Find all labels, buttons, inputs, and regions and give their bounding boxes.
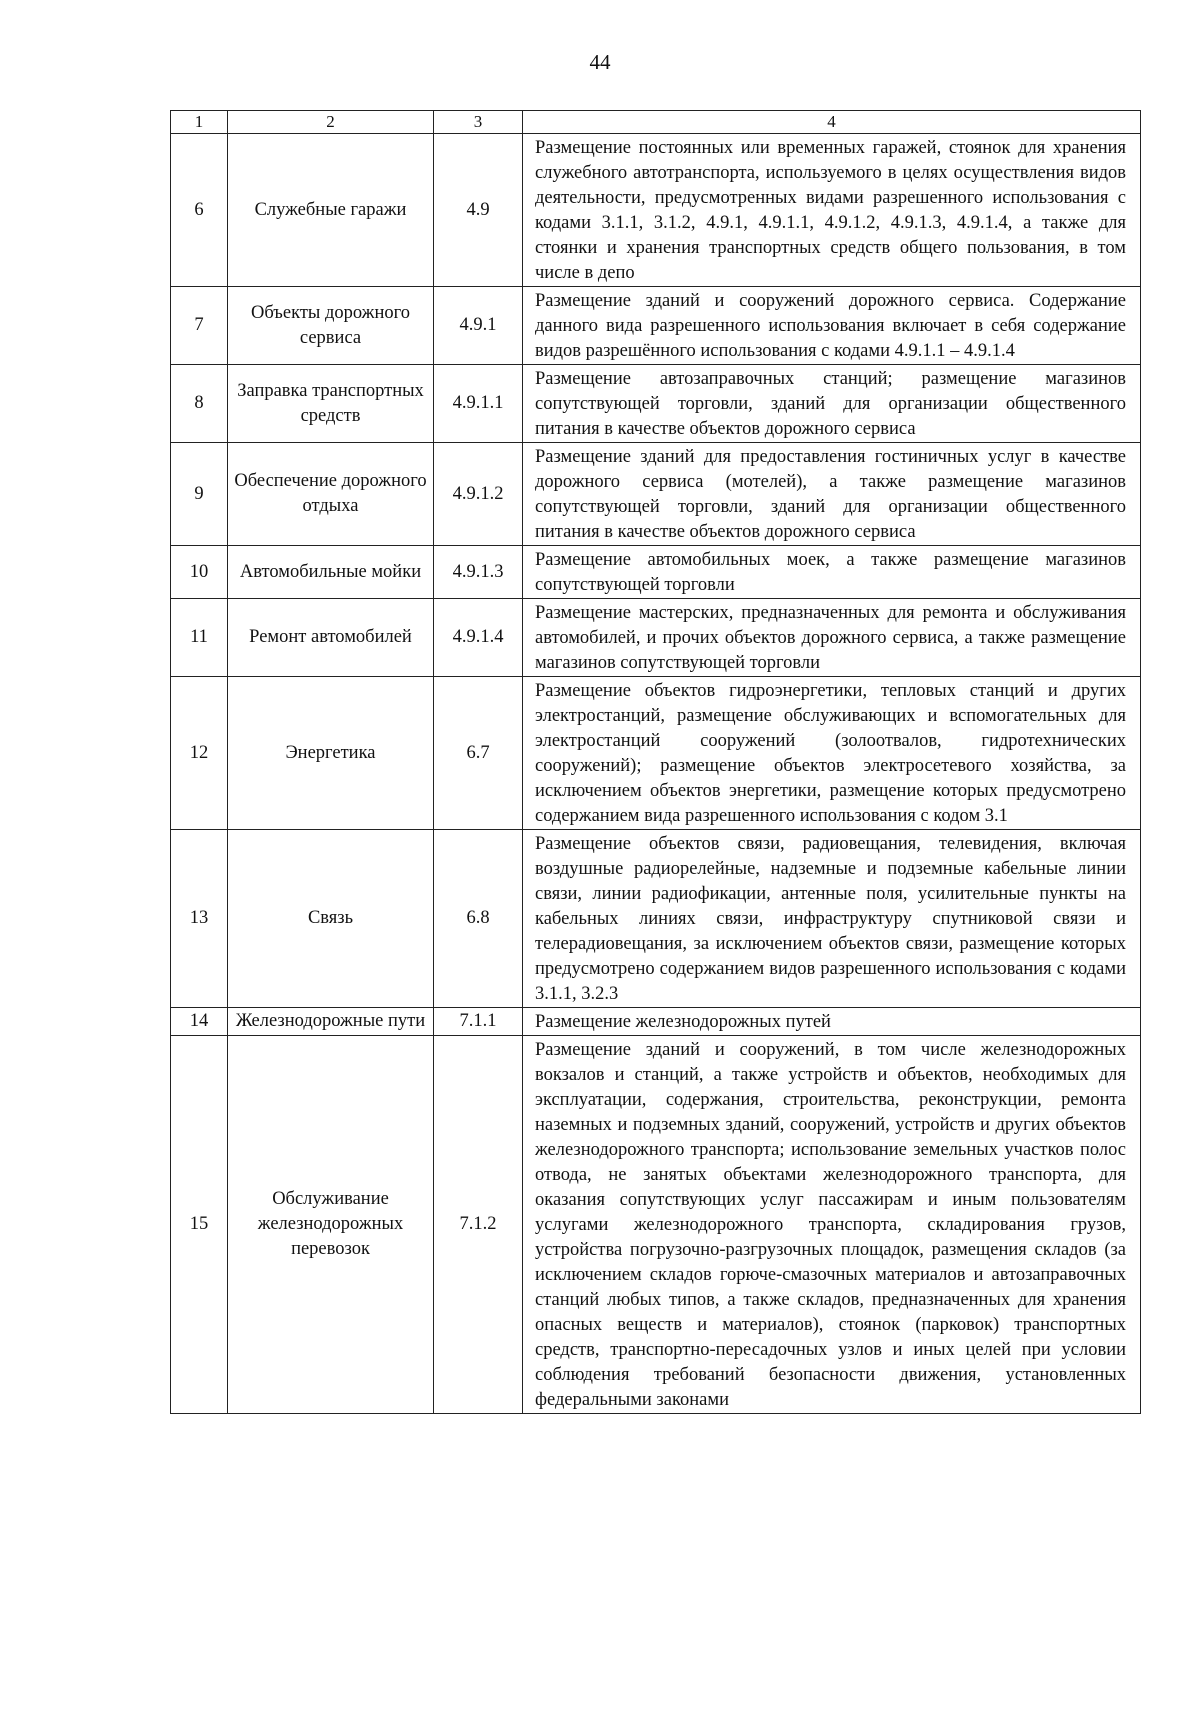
row-number-cell: 8 (171, 365, 228, 443)
usage-name-cell: Энергетика (228, 677, 434, 830)
usage-name-cell: Обслуживание железнодорожных перевозок (228, 1036, 434, 1414)
usage-code-cell: 7.1.2 (434, 1036, 523, 1414)
usage-code-cell: 4.9.1.4 (434, 599, 523, 677)
usage-name-cell: Связь (228, 830, 434, 1008)
usage-code-cell: 6.7 (434, 677, 523, 830)
land-use-table (170, 110, 1141, 1414)
header-cell-4: 4 (523, 111, 1141, 134)
table-row (171, 443, 1141, 546)
header-cell-2: 2 (228, 111, 434, 134)
header-cell-3: 3 (434, 111, 523, 134)
table-row (171, 287, 1141, 365)
usage-description-cell: Размещение автомобильных моек, а также размещение магазинов сопутствующей торговли (523, 546, 1141, 599)
row-number-cell: 9 (171, 443, 228, 546)
usage-name-cell: Объекты дорожного сервиса (228, 287, 434, 365)
usage-code-cell: 4.9 (434, 134, 523, 287)
table-row (171, 365, 1141, 443)
usage-name-cell: Ремонт автомобилей (228, 599, 434, 677)
usage-name-cell: Обеспечение дорожного отдыха (228, 443, 434, 546)
row-number-cell: 12 (171, 677, 228, 830)
usage-description-cell: Размещение зданий и сооружений дорожного сервиса. Содержание данного вида разрешенного использования включает в себя содержание видов разрешённого использования с кодами 4.9.1.1 – 4.9.1.4 (523, 287, 1141, 365)
table-row (171, 134, 1141, 287)
usage-code-cell: 7.1.1 (434, 1008, 523, 1036)
row-number-cell: 10 (171, 546, 228, 599)
usage-code-cell: 4.9.1.1 (434, 365, 523, 443)
usage-description-cell: Размещение зданий и сооружений, в том числе железнодорожных вокзалов и станций, а также устройств и объектов, необходимых для эксплуатации, содержания, строительства, реконструкции, ремонта наземных и подземных зданий, сооружений, устройств и других объектов железнодорожного транспорта; использование земельных участков полос отвода, не занятых объектами железнодорожного транспорта, для оказания сопутствующих услуг пассажирам и иным пользователям услугами железнодорожного транспорта, складирования грузов, устройства погрузочно-разгрузочных площадок, размещения складов (за исключением складов горюче-смазочных материалов и автозаправочных станций любых типов, а также складов, предназначенных для хранения опасных веществ и материалов), стоянок (парковок) транспортных средств, транспортно-пересадочных узлов и иных целей при условии соблюдения требований безопасности движения, установленных федеральными законами (523, 1036, 1141, 1414)
table-header-row (171, 111, 1141, 134)
usage-description-cell: Размещение мастерских, предназначенных для ремонта и обслуживания автомобилей, и прочих объектов дорожного сервиса, а также размещение магазинов сопутствующей торговли (523, 599, 1141, 677)
usage-name-cell: Автомобильные мойки (228, 546, 434, 599)
row-number-cell: 6 (171, 134, 228, 287)
usage-code-cell: 6.8 (434, 830, 523, 1008)
table-row (171, 599, 1141, 677)
usage-description-cell: Размещение автозаправочных станций; размещение магазинов сопутствующей торговли, зданий для организации общественного питания в качестве объектов дорожного сервиса (523, 365, 1141, 443)
usage-code-cell: 4.9.1.2 (434, 443, 523, 546)
usage-description-cell: Размещение железнодорожных путей (523, 1008, 1141, 1036)
table-row (171, 830, 1141, 1008)
usage-description-cell: Размещение зданий для предоставления гостиничных услуг в качестве дорожного сервиса (мотелей), а также размещение магазинов сопутствующей торговли, зданий для организации общественного питания в качестве объектов дорожного сервиса (523, 443, 1141, 546)
usage-name-cell: Служебные гаражи (228, 134, 434, 287)
row-number-cell: 7 (171, 287, 228, 365)
usage-name-cell: Железнодорожные пути (228, 1008, 434, 1036)
row-number-cell: 11 (171, 599, 228, 677)
row-number-cell: 13 (171, 830, 228, 1008)
page-number: 44 (589, 50, 611, 74)
usage-description-cell: Размещение постоянных или временных гаражей, стоянок для хранения служебного автотранспорта, используемого в целях осуществления видов деятельности, предусмотренных видами разрешенного использования с кодами 3.1.1, 3.1.2, 4.9.1, 4.9.1.1, 4.9.1.2, 4.9.1.3, 4.9.1.4, а также для стоянки и хранения транспортных средств общего пользования, в том числе в депо (523, 134, 1141, 287)
usage-code-cell: 4.9.1.3 (434, 546, 523, 599)
usage-description-cell: Размещение объектов гидроэнергетики, тепловых станций и других электростанций, размещение обслуживающих и вспомогательных для электростанций сооружений (золоотвалов, гидротехнических сооружений); размещение объектов электросетевого хозяйства, за исключением объектов энергетики, размещение которых предусмотрено содержанием вида разрешенного использования с кодом 3.1 (523, 677, 1141, 830)
row-number-cell: 15 (171, 1036, 228, 1414)
table-row (171, 1036, 1141, 1414)
usage-description-cell: Размещение объектов связи, радиовещания, телевидения, включая воздушные радиорелейные, надземные и подземные кабельные линии связи, линии радиофикации, антенные поля, усилительные пункты на кабельных линиях связи, инфраструктуру спутниковой связи и телерадиовещания, за исключением объектов связи, размещение которых предусмотрено содержанием видов разрешенного использования с кодами 3.1.1, 3.2.3 (523, 830, 1141, 1008)
table-row (171, 546, 1141, 599)
row-number-cell: 14 (171, 1008, 228, 1036)
table-row (171, 677, 1141, 830)
usage-code-cell: 4.9.1 (434, 287, 523, 365)
table-row (171, 1008, 1141, 1036)
header-cell-1: 1 (171, 111, 228, 134)
usage-name-cell: Заправка транспортных средств (228, 365, 434, 443)
